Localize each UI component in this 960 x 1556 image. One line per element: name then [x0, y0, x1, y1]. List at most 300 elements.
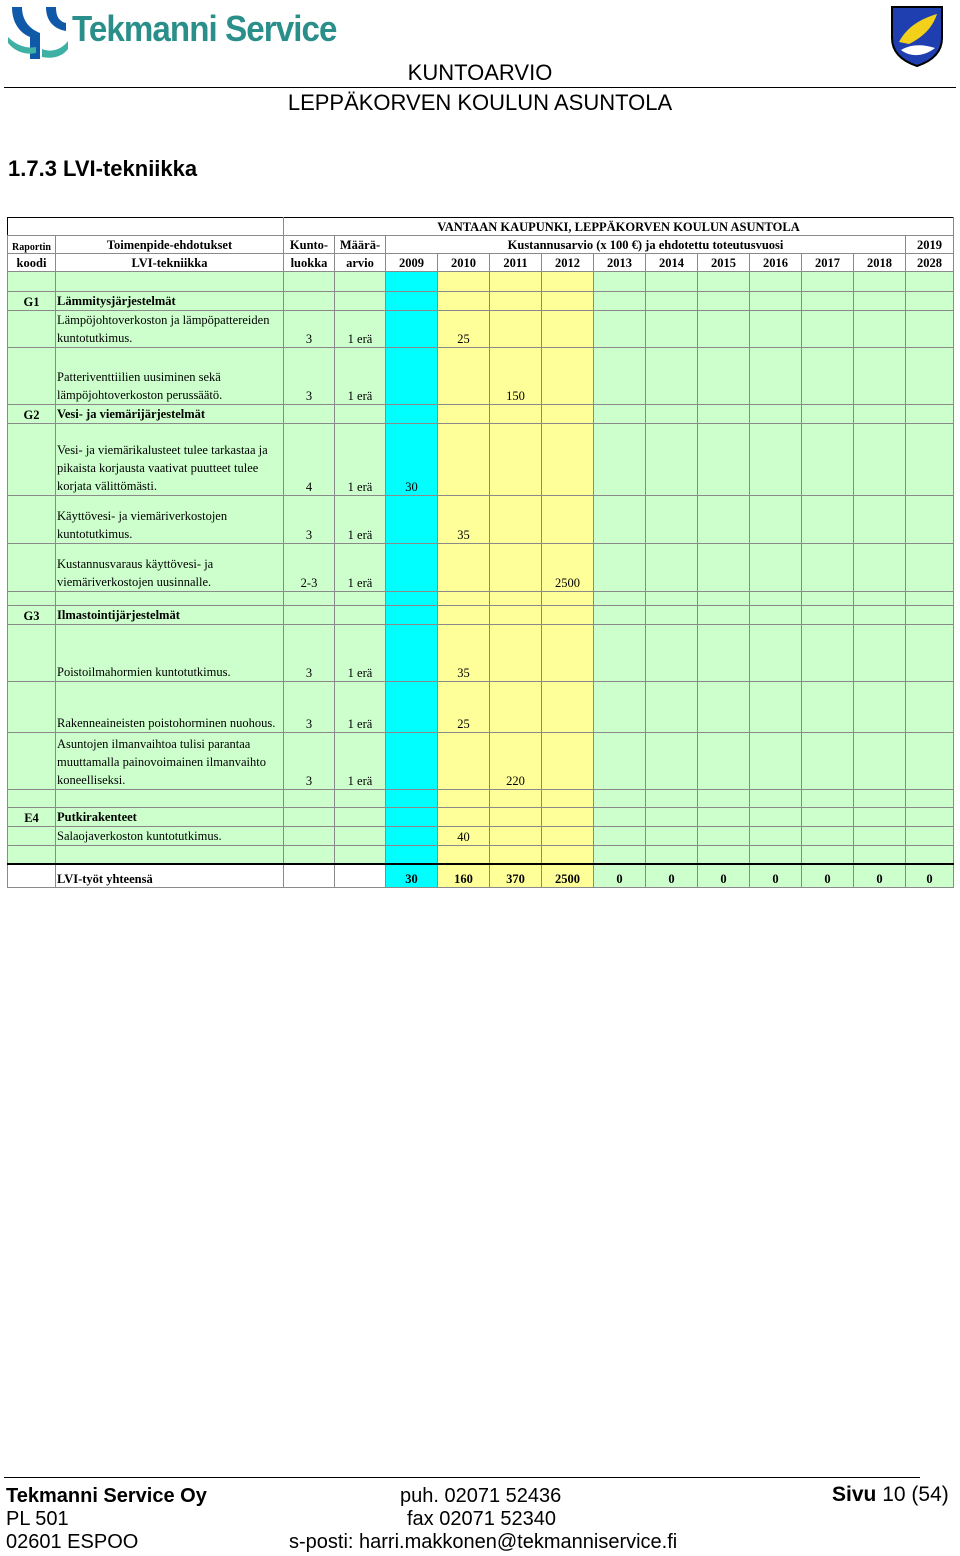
description-cell: Ilmastointijärjestelmät	[56, 606, 284, 625]
table-row	[8, 606, 954, 625]
estimate-cell: 1 erä	[335, 544, 386, 592]
code-cell	[8, 733, 56, 790]
condition-class-cell: 3	[284, 311, 335, 348]
logo-mark-icon	[6, 3, 70, 61]
year-cost-cell	[698, 544, 750, 592]
year-cost-cell	[594, 272, 646, 292]
year-cost-cell	[750, 625, 802, 682]
code-cell	[8, 790, 56, 808]
condition-class-cell	[284, 292, 335, 311]
year-cost-cell	[490, 592, 542, 606]
year-cost-cell	[386, 311, 438, 348]
code-cell	[8, 682, 56, 733]
description-cell: Lämpöjohtoverkoston ja lämpöpattereiden kuntotutkimus.	[56, 311, 284, 348]
year-cost-cell	[802, 827, 854, 846]
year-cost-cell	[802, 311, 854, 348]
year-cost-cell	[802, 544, 854, 592]
year-cost-cell	[542, 790, 594, 808]
year-cost-cell	[594, 544, 646, 592]
year-cost-cell	[750, 808, 802, 827]
condition-class-cell	[284, 592, 335, 606]
year-cost-cell	[854, 311, 906, 348]
table-header-row	[8, 236, 954, 254]
year-cost-cell	[490, 625, 542, 682]
year-cost-cell	[542, 682, 594, 733]
condition-class-cell	[284, 606, 335, 625]
year-cost-cell	[906, 625, 954, 682]
year-cost-cell	[438, 733, 490, 790]
table-row	[8, 790, 954, 808]
year-cost-cell	[386, 405, 438, 424]
year-cost-cell	[854, 846, 906, 864]
condition-class-cell	[284, 846, 335, 864]
year-cost-cell	[906, 808, 954, 827]
year-cost-cell	[594, 405, 646, 424]
year-cost-cell	[750, 682, 802, 733]
year-cost-cell	[698, 790, 750, 808]
year-cost-cell	[594, 846, 646, 864]
totals-spacer	[284, 864, 335, 888]
year-header: 2013	[594, 254, 646, 272]
code-cell: E4	[8, 808, 56, 827]
year-cost-cell: 25	[438, 682, 490, 733]
year-cost-cell	[854, 496, 906, 544]
year-cost-cell	[906, 733, 954, 790]
year-cost-cell	[594, 733, 646, 790]
totals-spacer	[335, 864, 386, 888]
company-logo	[6, 3, 70, 61]
table-row	[8, 496, 954, 544]
totals-row	[8, 864, 954, 888]
table-header-row	[8, 254, 954, 272]
year-cost-cell	[542, 625, 594, 682]
company-logo-text: Tekmanni Service	[72, 8, 337, 49]
estimate-cell: 1 erä	[335, 311, 386, 348]
code-cell	[8, 827, 56, 846]
year-cost-cell	[906, 496, 954, 544]
year-cost-cell	[906, 348, 954, 405]
year-cost-cell	[906, 405, 954, 424]
year-cost-cell	[750, 544, 802, 592]
year-cost-cell	[438, 272, 490, 292]
year-cost-cell	[854, 592, 906, 606]
year-cost-cell	[698, 405, 750, 424]
estimate-cell	[335, 808, 386, 827]
total-value-cell: 0	[802, 864, 854, 888]
year-cost-cell	[438, 292, 490, 311]
year-cost-cell	[386, 808, 438, 827]
year-header: 2018	[854, 254, 906, 272]
year-cost-cell	[490, 790, 542, 808]
year-cost-cell	[698, 272, 750, 292]
header-divider	[4, 87, 956, 88]
year-cost-cell	[750, 827, 802, 846]
year-cost-cell	[438, 846, 490, 864]
condition-class-cell: 4	[284, 424, 335, 496]
year-cost-cell	[698, 827, 750, 846]
year-cost-cell	[854, 733, 906, 790]
year-cost-cell	[542, 311, 594, 348]
year-cost-cell	[698, 348, 750, 405]
col-desc-header: Toimenpide-ehdotukset	[56, 236, 284, 254]
year-cost-cell	[906, 272, 954, 292]
year-cost-cell	[542, 592, 594, 606]
year-cost-cell	[386, 592, 438, 606]
estimate-cell: 1 erä	[335, 496, 386, 544]
year-cost-cell	[646, 348, 698, 405]
year-header: 2015	[698, 254, 750, 272]
year-cost-cell	[698, 311, 750, 348]
table-row	[8, 592, 954, 606]
condition-class-cell	[284, 272, 335, 292]
estimate-cell	[335, 592, 386, 606]
description-cell: Patteriventtiilien uusiminen sekä lämpöjohtoverkoston perussäätö.	[56, 348, 284, 405]
footer-address2: 02601 ESPOO	[6, 1531, 139, 1553]
year-cost-cell	[594, 682, 646, 733]
col-estimate-header: arvio	[335, 254, 386, 272]
table-row	[8, 827, 954, 846]
condition-class-cell: 3	[284, 682, 335, 733]
total-value-cell: 370	[490, 864, 542, 888]
footer-company: Tekmanni Service Oy	[6, 1485, 207, 1507]
code-cell	[8, 311, 56, 348]
year-cost-cell	[490, 544, 542, 592]
year-cost-cell: 35	[438, 496, 490, 544]
year-cost-cell	[646, 272, 698, 292]
year-cost-cell	[490, 311, 542, 348]
estimate-cell	[335, 827, 386, 846]
code-cell	[8, 625, 56, 682]
year-cost-cell	[750, 292, 802, 311]
year-cost-cell	[698, 625, 750, 682]
year-cost-cell	[646, 625, 698, 682]
code-cell	[8, 846, 56, 864]
year-cost-cell	[646, 424, 698, 496]
year-cost-cell	[386, 272, 438, 292]
year-cost-cell	[854, 790, 906, 808]
table-caption-row	[8, 218, 954, 236]
description-cell: Poistoilmahormien kuntotutkimus.	[56, 625, 284, 682]
description-cell: Putkirakenteet	[56, 808, 284, 827]
col-desc-header: LVI-tekniikka	[56, 254, 284, 272]
year-cost-cell	[438, 544, 490, 592]
table-row	[8, 424, 954, 496]
year-cost-cell	[646, 311, 698, 348]
year-cost-cell	[854, 424, 906, 496]
year-cost-cell	[698, 682, 750, 733]
year-cost-cell	[750, 311, 802, 348]
year-cost-cell	[542, 272, 594, 292]
year-cost-cell	[386, 496, 438, 544]
table-row	[8, 733, 954, 790]
year-cost-cell	[750, 496, 802, 544]
year-cost-cell: 30	[386, 424, 438, 496]
year-cost-cell	[802, 496, 854, 544]
year-cost-cell	[386, 348, 438, 405]
description-cell: Salaojaverkoston kuntotutkimus.	[56, 827, 284, 846]
year-cost-cell	[854, 606, 906, 625]
year-cost-cell	[386, 827, 438, 846]
year-cost-cell: 2500	[542, 544, 594, 592]
description-cell	[56, 592, 284, 606]
year-cost-cell	[906, 592, 954, 606]
col-class-header: Kunto-	[284, 236, 335, 254]
total-value-cell: 0	[698, 864, 750, 888]
year-cost-cell	[646, 827, 698, 846]
year-cost-cell	[542, 827, 594, 846]
year-cost-cell	[854, 808, 906, 827]
year-cost-cell	[698, 733, 750, 790]
col-code-header: Raportin	[8, 236, 56, 254]
col-class-header: luokka	[284, 254, 335, 272]
year-cost-cell	[750, 790, 802, 808]
year-cost-cell	[490, 682, 542, 733]
description-cell: Asuntojen ilmanvaihtoa tulisi parantaa muuttamalla painovoimainen ilmanvaihto koneelliseksi.	[56, 733, 284, 790]
year-cost-cell	[594, 424, 646, 496]
year-cost-cell	[854, 272, 906, 292]
estimate-cell	[335, 606, 386, 625]
year-cost-cell	[542, 846, 594, 864]
year-cost-cell	[906, 311, 954, 348]
year-cost-cell	[490, 606, 542, 625]
year-cost-cell	[854, 292, 906, 311]
year-cost-cell	[542, 405, 594, 424]
year-cost-cell	[438, 606, 490, 625]
condition-class-cell	[284, 405, 335, 424]
year-cost-cell: 150	[490, 348, 542, 405]
year-cost-cell	[594, 311, 646, 348]
year-cost-cell	[750, 405, 802, 424]
year-cost-cell	[386, 682, 438, 733]
footer-fax: fax 02071 52340	[407, 1508, 557, 1530]
last-year-header: 2028	[906, 254, 954, 272]
year-cost-cell	[698, 808, 750, 827]
year-cost-cell	[542, 808, 594, 827]
estimate-cell: 1 erä	[335, 424, 386, 496]
year-cost-cell	[386, 846, 438, 864]
year-cost-cell	[750, 606, 802, 625]
year-cost-cell	[906, 682, 954, 733]
total-value-cell: 0	[906, 864, 954, 888]
year-cost-cell	[802, 592, 854, 606]
year-cost-cell: 220	[490, 733, 542, 790]
year-cost-cell	[594, 827, 646, 846]
totals-label: LVI-työt yhteensä	[56, 864, 284, 888]
year-cost-cell	[490, 496, 542, 544]
condition-class-cell: 3	[284, 496, 335, 544]
year-cost-cell	[750, 272, 802, 292]
table-row	[8, 292, 954, 311]
estimate-cell	[335, 790, 386, 808]
year-cost-cell	[594, 292, 646, 311]
year-cost-cell	[646, 544, 698, 592]
year-cost-cell	[802, 846, 854, 864]
code-cell	[8, 544, 56, 592]
estimate-cell	[335, 405, 386, 424]
total-value-cell: 0	[594, 864, 646, 888]
year-cost-cell	[438, 348, 490, 405]
year-cost-cell	[490, 292, 542, 311]
description-cell: Lämmitysjärjestelmät	[56, 292, 284, 311]
year-cost-cell	[386, 606, 438, 625]
year-cost-cell	[906, 827, 954, 846]
condition-class-cell	[284, 790, 335, 808]
estimate-cell: 1 erä	[335, 733, 386, 790]
description-cell: Vesi- ja viemärijärjestelmät	[56, 405, 284, 424]
year-cost-cell	[646, 405, 698, 424]
description-cell: Vesi- ja viemärikalusteet tulee tarkastaa ja pikaista korjausta vaativat puutteet tulee korjata välittömästi.	[56, 424, 284, 496]
year-header: 2009	[386, 254, 438, 272]
year-cost-cell	[438, 808, 490, 827]
year-cost-cell	[906, 544, 954, 592]
year-cost-cell	[386, 544, 438, 592]
year-header: 2010	[438, 254, 490, 272]
year-cost-cell	[906, 846, 954, 864]
municipal-crest-icon	[889, 4, 945, 68]
year-cost-cell	[542, 496, 594, 544]
year-cost-cell	[594, 790, 646, 808]
estimate-cell	[335, 846, 386, 864]
estimate-cell	[335, 292, 386, 311]
condition-class-cell	[284, 827, 335, 846]
table-caption: VANTAAN KAUPUNKI, LEPPÄKORVEN KOULUN ASUNTOLA	[284, 218, 954, 236]
total-value-cell: 30	[386, 864, 438, 888]
year-header: 2016	[750, 254, 802, 272]
year-cost-cell	[802, 790, 854, 808]
year-cost-cell	[802, 682, 854, 733]
year-cost-cell	[646, 790, 698, 808]
year-cost-cell	[542, 292, 594, 311]
year-cost-cell	[854, 682, 906, 733]
year-cost-cell: 25	[438, 311, 490, 348]
document-title: KUNTOARVIO	[407, 60, 553, 85]
year-cost-cell	[386, 625, 438, 682]
year-cost-cell	[906, 790, 954, 808]
table-row	[8, 272, 954, 292]
year-cost-cell	[802, 272, 854, 292]
code-cell	[8, 592, 56, 606]
table-row	[8, 682, 954, 733]
year-cost-cell	[646, 292, 698, 311]
year-cost-cell	[490, 827, 542, 846]
year-cost-cell	[646, 846, 698, 864]
year-cost-cell	[802, 606, 854, 625]
estimate-cell: 1 erä	[335, 625, 386, 682]
year-cost-cell	[698, 606, 750, 625]
year-cost-cell	[802, 348, 854, 405]
year-cost-cell	[698, 592, 750, 606]
footer-address1: PL 501	[6, 1508, 69, 1530]
condition-class-cell: 3	[284, 348, 335, 405]
year-cost-cell	[698, 846, 750, 864]
year-cost-cell	[646, 808, 698, 827]
code-cell	[8, 424, 56, 496]
year-cost-cell	[490, 405, 542, 424]
year-cost-cell	[490, 846, 542, 864]
cost-estimate-table	[7, 217, 954, 888]
year-cost-cell	[646, 606, 698, 625]
table-row	[8, 348, 954, 405]
year-cost-cell	[646, 733, 698, 790]
cost-header: Kustannusarvio (x 100 €) ja ehdotettu toteutusvuosi	[386, 236, 906, 254]
year-cost-cell	[698, 424, 750, 496]
year-cost-cell	[438, 405, 490, 424]
total-value-cell: 0	[750, 864, 802, 888]
year-cost-cell	[386, 292, 438, 311]
year-cost-cell	[646, 496, 698, 544]
table-row	[8, 544, 954, 592]
condition-class-cell: 2-3	[284, 544, 335, 592]
total-value-cell: 0	[854, 864, 906, 888]
year-cost-cell	[490, 272, 542, 292]
year-cost-cell	[802, 733, 854, 790]
code-cell	[8, 272, 56, 292]
description-cell	[56, 272, 284, 292]
table-row	[8, 625, 954, 682]
year-cost-cell	[802, 625, 854, 682]
code-cell	[8, 496, 56, 544]
year-cost-cell	[594, 592, 646, 606]
footer-divider	[4, 1477, 920, 1478]
condition-class-cell	[284, 808, 335, 827]
year-cost-cell	[750, 424, 802, 496]
estimate-cell	[335, 272, 386, 292]
footer-phone: puh. 02071 52436	[400, 1485, 562, 1507]
year-cost-cell	[594, 808, 646, 827]
description-cell: Käyttövesi- ja viemäriverkostojen kuntotutkimus.	[56, 496, 284, 544]
footer-page-label: Sivu	[832, 1483, 877, 1506]
caption-spacer	[8, 218, 284, 236]
year-cost-cell	[750, 733, 802, 790]
code-cell: G3	[8, 606, 56, 625]
year-cost-cell	[854, 625, 906, 682]
year-header: 2014	[646, 254, 698, 272]
year-cost-cell: 40	[438, 827, 490, 846]
footer-email: s-posti: harri.makkonen@tekmanniservice.fi	[289, 1531, 678, 1553]
year-cost-cell	[646, 682, 698, 733]
year-cost-cell	[438, 790, 490, 808]
year-cost-cell	[906, 424, 954, 496]
year-cost-cell	[542, 348, 594, 405]
year-cost-cell: 35	[438, 625, 490, 682]
table-row	[8, 808, 954, 827]
year-cost-cell	[386, 790, 438, 808]
table-row	[8, 311, 954, 348]
year-cost-cell	[854, 827, 906, 846]
year-cost-cell	[542, 424, 594, 496]
year-cost-cell	[542, 606, 594, 625]
description-cell: Rakenneaineisten poistohorminen nuohous.	[56, 682, 284, 733]
section-title: 1.7.3 LVI-tekniikka	[8, 156, 198, 181]
year-cost-cell	[802, 405, 854, 424]
description-cell	[56, 790, 284, 808]
year-cost-cell	[594, 348, 646, 405]
year-cost-cell	[750, 846, 802, 864]
year-cost-cell	[750, 592, 802, 606]
year-cost-cell	[386, 733, 438, 790]
table-row	[8, 846, 954, 864]
table-row	[8, 405, 954, 424]
year-cost-cell	[646, 592, 698, 606]
totals-spacer	[8, 864, 56, 888]
footer-page	[832, 1483, 949, 1507]
year-cost-cell	[802, 424, 854, 496]
year-cost-cell	[854, 348, 906, 405]
last-year-header: 2019	[906, 236, 954, 254]
year-header: 2017	[802, 254, 854, 272]
year-cost-cell	[698, 292, 750, 311]
year-header: 2011	[490, 254, 542, 272]
